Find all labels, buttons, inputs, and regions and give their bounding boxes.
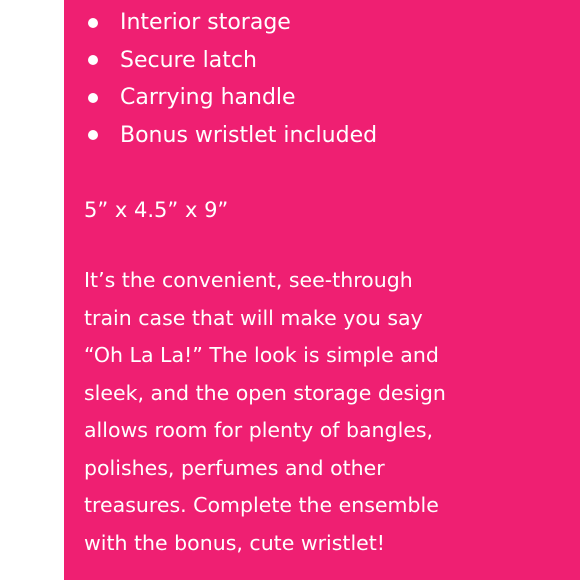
feature-item <box>88 117 377 155</box>
description-line: polishes, perfumes and other <box>84 455 385 480</box>
bullet-icon <box>88 55 98 65</box>
description-line: It’s the convenient, see-through <box>84 268 413 292</box>
product-description-panel <box>64 0 580 580</box>
feature-item <box>88 4 377 42</box>
description-line: with the bonus, cute wristlet! <box>84 530 386 555</box>
feature-list <box>88 4 377 154</box>
bullet-icon <box>88 93 98 103</box>
description-line: train case that will make you say <box>84 305 423 330</box>
description-line: sleek, and the open storage design <box>84 380 446 405</box>
bullet-icon <box>88 18 98 28</box>
feature-label: Carrying handle <box>120 85 296 110</box>
feature-item <box>88 42 377 80</box>
product-dimensions: 5” x 4.5” x 9” <box>84 198 229 222</box>
feature-label: Bonus wristlet included <box>120 122 378 148</box>
description-line: “Oh La La!” The look is simple and <box>84 343 439 367</box>
description-line: allows room for plenty of bangles, <box>84 418 434 442</box>
feature-item <box>88 79 377 117</box>
feature-label: Secure latch <box>120 47 257 73</box>
product-description <box>84 262 504 562</box>
bullet-icon <box>88 130 98 140</box>
description-line: treasures. Complete the ensemble <box>84 493 439 517</box>
feature-label: Interior storage <box>120 10 291 35</box>
